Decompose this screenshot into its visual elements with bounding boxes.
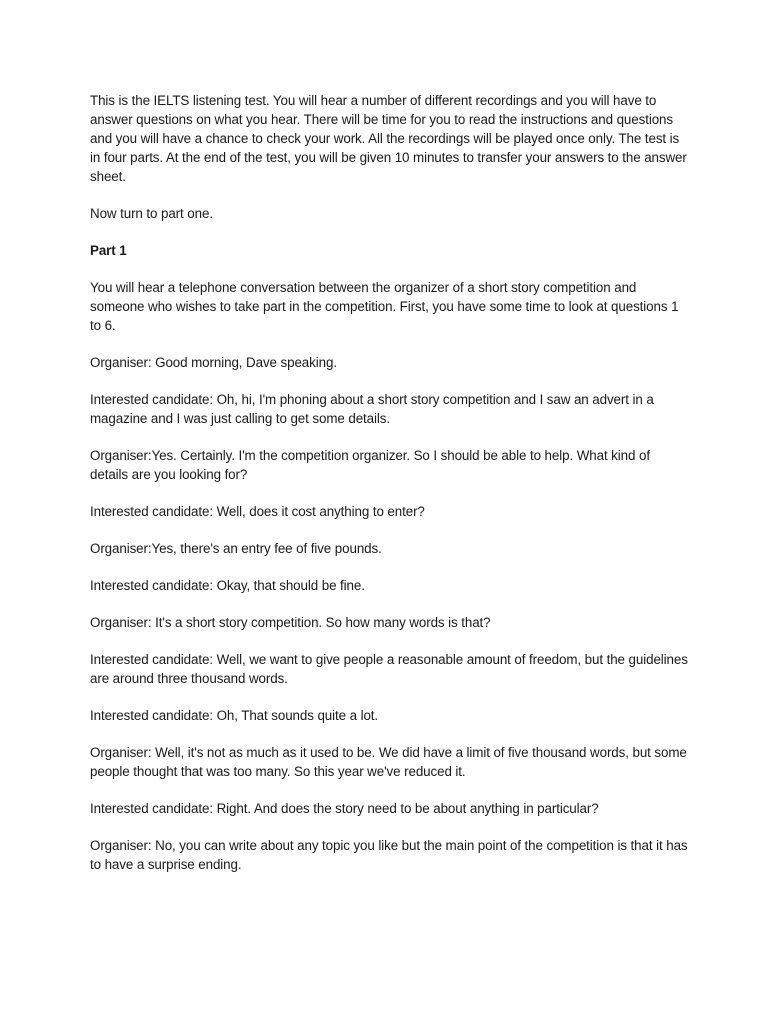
dialogue-line: Organiser: It's a short story competition. So how many words is that? xyxy=(90,615,491,630)
dialogue-line: Organiser: Well, it's not as much as it used to be. We did have a limit of five thousand words, but some people thought that was too many. So this year we've reduced it. xyxy=(90,745,687,779)
dialogue-line: Interested candidate: Well, does it cost anything to enter? xyxy=(90,504,425,519)
part-intro-paragraph: You will hear a telephone conversation between the organizer of a short story competition and someone who wishes to take part in the competition. First, you have some time to look at questions 1 to 6. xyxy=(90,280,679,333)
dialogue-line: Interested candidate: Oh, That sounds quite a lot. xyxy=(90,708,379,723)
dialogue-line: Interested candidate: Okay, that should be fine. xyxy=(90,578,365,593)
dialogue-line: Organiser:Yes, there's an entry fee of five pounds. xyxy=(90,541,382,556)
dialogue-line: Interested candidate: Well, we want to give people a reasonable amount of freedom, but the guidelines are around three thousand words. xyxy=(90,652,688,686)
dialogue-line: Interested candidate: Oh, hi, I'm phoning about a short story competition and I saw an advert in a magazine and I was just calling to get some details. xyxy=(90,392,654,426)
intro-paragraph: This is the IELTS listening test. You will hear a number of different recordings and you will have to answer questions on what you hear. There will be time for you to read the instructions and questions and you will have a chance to check your work. All the recordings will be played once only. The test is in four parts. At the end of the test, you will be given 10 minutes to transfer your answers to the answer sheet. xyxy=(90,93,687,184)
dialogue-line: Organiser: No, you can write about any topic you like but the main point of the competition is that it has to have a surprise ending. xyxy=(90,838,688,872)
dialogue-line: Organiser: Good morning, Dave speaking. xyxy=(90,355,337,370)
part-heading: Part 1 xyxy=(90,243,127,258)
turn-instruction: Now turn to part one. xyxy=(90,206,213,221)
dialogue-line: Organiser:Yes. Certainly. I'm the competition organizer. So I should be able to help. What kind of details are you looking for? xyxy=(90,448,650,482)
dialogue-line: Interested candidate: Right. And does the story need to be about anything in particular? xyxy=(90,801,599,816)
document-body xyxy=(90,91,690,892)
